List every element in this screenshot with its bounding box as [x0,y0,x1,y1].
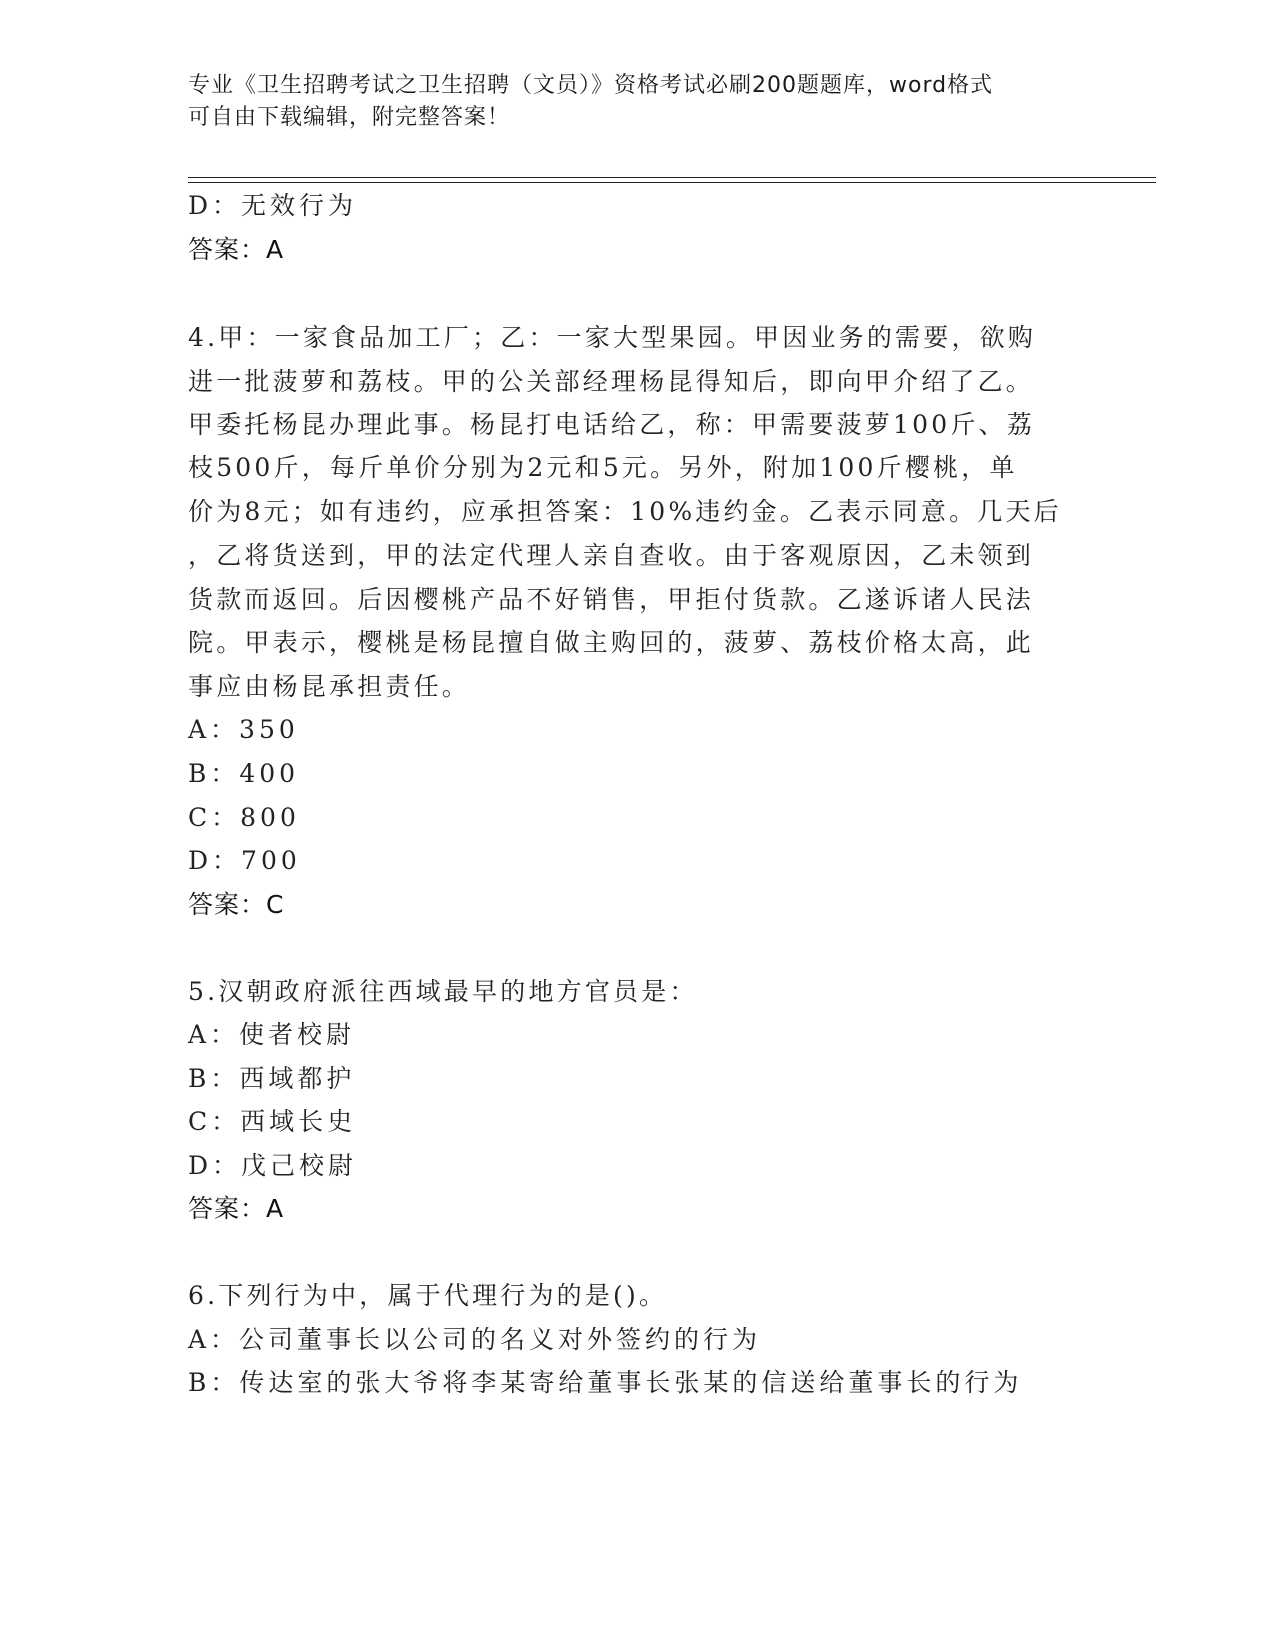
q6-option-b: B：传达室的张大爷将李某寄给董事长张某的信送给董事长的行为 [188,1368,1023,1397]
q6-stem: 6.下列行为中，属于代理行为的是()。 [188,1281,668,1310]
q4-answer: 答案：C [188,890,285,919]
q4-stem-line: 货款而返回。后因樱桃产品不好销售，甲拒付货款。乙遂诉诸人民法 [188,585,1035,614]
q5-option-a: A：使者校尉 [188,1020,356,1049]
q4-option-c: C：800 [188,803,300,832]
q4-stem-line: 4.甲：一家食品加工厂；乙：一家大型果园。甲因业务的需要，欲购 [188,323,1037,352]
q3-answer: 答案：A [188,235,285,264]
document-header [188,70,1068,134]
q4-stem-line: 甲委托杨昆办理此事。杨昆打电话给乙，称：甲需要菠萝100斤、荔 [188,410,1035,439]
header-divider-bottom [188,182,1156,183]
q4-stem-line: 枝500斤，每斤单价分别为2元和5元。另外，附加100斤樱桃，单 [188,453,1018,482]
q5-stem: 5.汉朝政府派往西域最早的地方官员是： [188,977,698,1006]
q4-stem-line: 事应由杨昆承担责任。 [188,672,471,701]
q3-option-d: D：无效行为 [188,191,358,220]
q5-option-c: C：西域长史 [188,1107,357,1136]
q4-option-b: B：400 [188,759,300,788]
q4-stem-line: 院。甲表示，樱桃是杨昆擅自做主购回的，菠萝、荔枝价格太高，此 [188,628,1035,657]
q5-answer: 答案：A [188,1194,285,1223]
q6-option-a: A：公司董事长以公司的名义对外签约的行为 [188,1325,762,1354]
q4-option-a: A：350 [188,715,299,744]
q4-stem-line: 进一批菠萝和荔枝。甲的公关部经理杨昆得知后，即向甲介绍了乙。 [188,367,1035,396]
q4-stem-line: ，乙将货送到，甲的法定代理人亲自查收。由于客观原因，乙未领到 [188,541,1035,570]
header-title-line-2: 可自由下载编辑，附完整答案！ [188,105,511,130]
q4-stem-line: 价为8元；如有违约，应承担答案：10%违约金。乙表示同意。几天后 [188,497,1062,526]
header-divider-top [188,177,1156,178]
header-title-line-1: 专业《卫生招聘考试之卫生招聘（文员）》资格考试必刷200题题库，word格式 [188,73,994,98]
q4-option-d: D：700 [188,846,301,875]
q5-option-d: D：戊己校尉 [188,1151,358,1180]
q5-option-b: B：西域都护 [188,1064,356,1093]
